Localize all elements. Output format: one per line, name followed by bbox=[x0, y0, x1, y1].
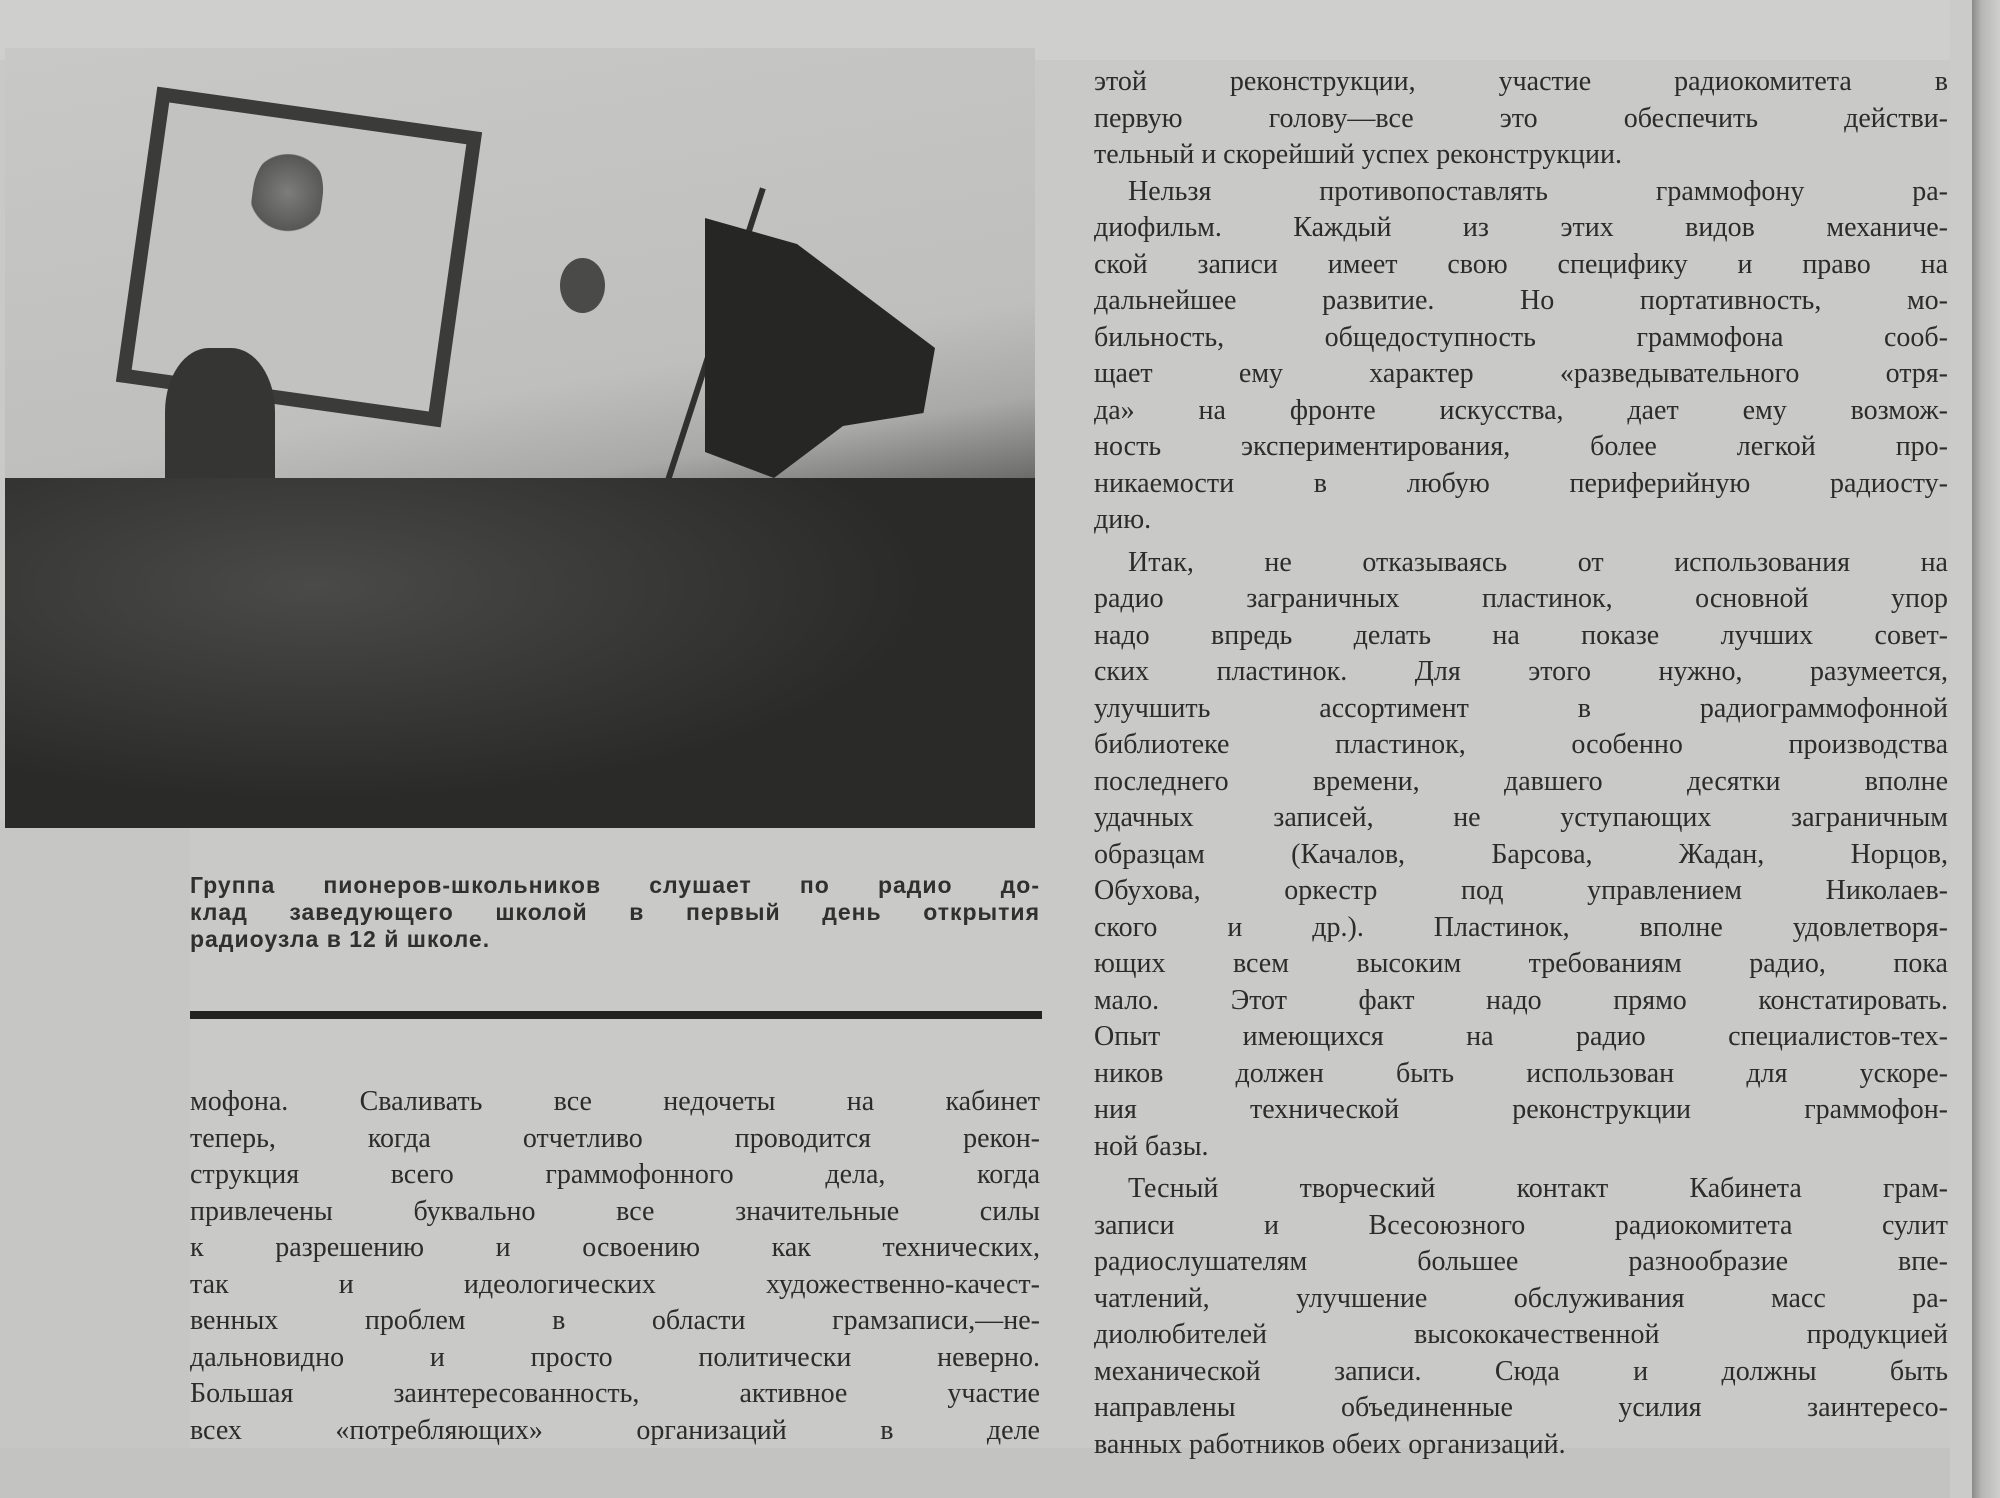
paragraph-2 bbox=[1094, 174, 1948, 539]
text-line: всех «потребляющих» организаций в деле bbox=[190, 1414, 1040, 1446]
text-line: радиослушателям большее разнообразие впе- bbox=[1094, 1246, 1948, 1277]
text-line: ского и др.). Пластинок, вполне удовлетворя- bbox=[1094, 911, 1948, 943]
text-line: библиотеке пластинок, особенно производства bbox=[1094, 729, 1948, 760]
text-line: ников должен быть использован для ускоре- bbox=[1094, 1057, 1948, 1089]
text-line: струкция всего граммофонного дела, когда bbox=[190, 1159, 1040, 1190]
text-line: никаемости в любую периферийную радиосту- bbox=[1094, 467, 1948, 499]
text-line: дию. bbox=[1094, 504, 1152, 535]
text-line: теперь, когда отчетливо проводится рекон- bbox=[190, 1122, 1040, 1154]
caption-line: клад заведующего школой в первый день открытия bbox=[190, 899, 1040, 925]
text-line: Итак, не отказываясь от использования на bbox=[1128, 546, 1948, 578]
text-line: Опыт имеющихся на радио специалистов-тех- bbox=[1094, 1021, 1948, 1052]
paragraph-3 bbox=[1094, 545, 1948, 1166]
audience-crowd bbox=[5, 478, 1035, 828]
text-line: записи и Всесоюзного радиокомитета сулит bbox=[1094, 1209, 1948, 1241]
left-text-column bbox=[190, 1084, 1040, 1449]
text-line: да» на фронте искусства, дает ему возмож- bbox=[1094, 394, 1948, 426]
text-line: щает ему характер «разведывательного отря- bbox=[1094, 358, 1948, 389]
text-line: чатлений, улучшение обслуживания масс ра- bbox=[1094, 1282, 1948, 1314]
text-line: этой реконструкции, участие радиокомитета в bbox=[1094, 66, 1948, 97]
text-line: привлечены буквально все значительные силы bbox=[190, 1195, 1040, 1227]
text-line: удачных записей, не уступающих заграничным bbox=[1094, 802, 1948, 833]
section-divider-rule bbox=[190, 1011, 1042, 1019]
text-line: Обухова, оркестр под управлением Николаев- bbox=[1094, 875, 1948, 906]
caption-line: Группа пионеров-школьников слушает по радио до- bbox=[190, 872, 1040, 898]
text-line: ность экспериментирования, более легкой про- bbox=[1094, 431, 1948, 462]
text-line: венных проблем в области грамзаписи,—не- bbox=[190, 1305, 1040, 1336]
paragraph-4 bbox=[1094, 1171, 1948, 1463]
text-line: ющих всем высоким требованиям радио, пока bbox=[1094, 948, 1948, 979]
text-line: ской записи имеет свою специфику и право на bbox=[1094, 248, 1948, 280]
loudspeaker-icon bbox=[560, 258, 605, 313]
text-line: диолюбителей высококачественной продукцией bbox=[1094, 1319, 1948, 1350]
text-line: дальнейшее развитие. Но портативность, мо- bbox=[1094, 285, 1948, 316]
text-line: бильность, общедоступность граммофона сооб- bbox=[1094, 321, 1948, 353]
text-line: мало. Этот факт надо прямо констатировать. bbox=[1094, 984, 1948, 1016]
text-line: Тесный творческий контакт Кабинета грам- bbox=[1128, 1173, 1948, 1204]
text-line: ния технической реконструкции граммофон- bbox=[1094, 1094, 1948, 1125]
page-gutter-shadow bbox=[1972, 0, 2000, 1498]
text-line: так и идеологических художественно-качест- bbox=[190, 1268, 1040, 1300]
text-line: первую голову—все это обеспечить действи- bbox=[1094, 102, 1948, 134]
framed-portrait bbox=[116, 87, 482, 428]
paragraph-1 bbox=[1094, 64, 1948, 174]
text-line: Большая заинтересованность, активное участие bbox=[190, 1378, 1040, 1409]
text-line: ной базы. bbox=[1094, 1130, 1209, 1162]
text-line: образцам (Качалов, Барсова, Жадан, Норцов, bbox=[1094, 838, 1948, 870]
text-line: надо впредь делать на показе лучших совет- bbox=[1094, 619, 1948, 651]
text-line: ских пластинок. Для этого нужно, разумеется, bbox=[1094, 656, 1948, 687]
text-line: Нельзя противопоставлять граммофону ра- bbox=[1128, 175, 1948, 207]
text-line: радио заграничных пластинок, основной упор bbox=[1094, 583, 1948, 614]
text-line: последнего времени, давшего десятки вполне bbox=[1094, 765, 1948, 797]
text-line: направлены объединенные усилия заинтересо- bbox=[1094, 1392, 1948, 1423]
text-line: к разрешению и освоению как технических, bbox=[190, 1232, 1040, 1263]
right-margin bbox=[1950, 0, 1972, 1498]
photo-caption bbox=[190, 872, 1040, 953]
left-margin bbox=[0, 820, 190, 1498]
newspaper-photograph bbox=[5, 48, 1035, 828]
caption-line: радиоузла в 12 й школе. bbox=[190, 926, 491, 952]
text-line: тельный и скорейший успех реконструкции. bbox=[1094, 139, 1622, 170]
text-line: улучшить ассортимент в радиограммофонной bbox=[1094, 692, 1948, 724]
text-line: ванных работников обеих организаций. bbox=[1094, 1428, 1566, 1460]
text-line: дальновидно и просто политически неверно. bbox=[190, 1341, 1040, 1373]
portrait-figure bbox=[246, 145, 329, 249]
right-text-column bbox=[1094, 64, 1948, 1463]
text-line: диофильм. Каждый из этих видов механиче- bbox=[1094, 212, 1948, 243]
text-line: мофона. Сваливать все недочеты на кабинет bbox=[190, 1086, 1040, 1117]
text-line: механической записи. Сюда и должны быть bbox=[1094, 1355, 1948, 1387]
